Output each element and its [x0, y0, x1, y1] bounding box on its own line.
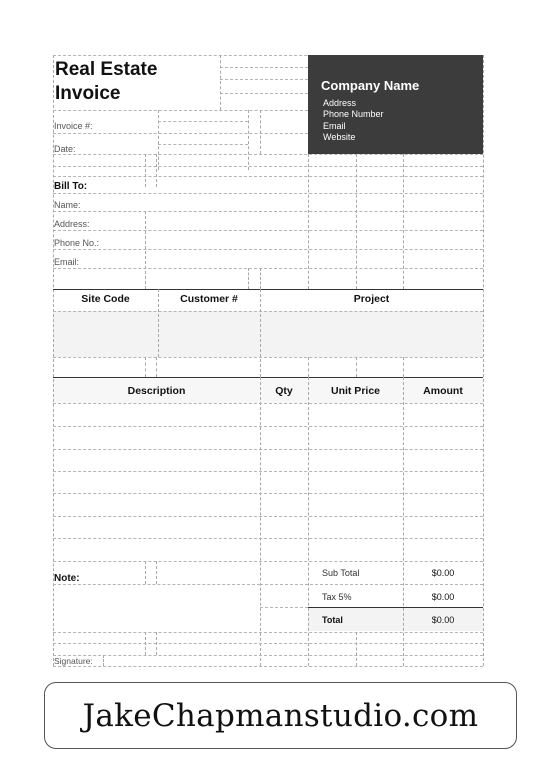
- grid-line: [53, 193, 483, 194]
- date-label: Date:: [54, 144, 76, 154]
- grid-line: [356, 154, 357, 289]
- grid-line: [308, 154, 309, 289]
- grid-line: [53, 643, 483, 644]
- unit-price-header: Unit Price: [330, 385, 380, 397]
- grid-line: [53, 403, 483, 404]
- grid-line: [53, 632, 483, 633]
- signature-label: Signature:: [54, 656, 93, 666]
- grid-line: [156, 632, 157, 655]
- grid-line: [53, 516, 483, 517]
- grid-line: [158, 110, 159, 170]
- rule: [308, 607, 483, 608]
- customer-number-header: Customer #: [180, 293, 238, 305]
- rule: [53, 377, 483, 378]
- grid-line: [53, 311, 483, 312]
- grid-line: [145, 154, 146, 187]
- grid-line: [248, 268, 249, 289]
- total-value: $0.00: [431, 615, 455, 625]
- grid-line: [356, 357, 357, 377]
- grid-line: [248, 110, 249, 170]
- grid-line: [53, 666, 483, 667]
- grid-line: [53, 211, 483, 212]
- grid-line: [53, 133, 308, 134]
- grid-line: [53, 166, 483, 167]
- grid-line: [308, 357, 309, 377]
- grid-line: [156, 357, 157, 377]
- grid-line: [53, 538, 483, 539]
- grid-line: [483, 55, 484, 666]
- amount-header: Amount: [423, 385, 463, 397]
- subtotal-value: $0.00: [431, 568, 455, 578]
- bill-to-address-label: Address:: [54, 219, 90, 229]
- company-phone: Phone Number: [323, 109, 384, 119]
- tax-label: Tax 5%: [322, 592, 352, 602]
- grid-line: [308, 377, 309, 666]
- grid-line: [53, 357, 483, 358]
- grid-line: [53, 426, 483, 427]
- grid-line: [220, 79, 308, 80]
- grid-line: [156, 561, 157, 584]
- grid-line: [220, 93, 308, 94]
- grid-line: [156, 154, 157, 187]
- tax-value: $0.00: [431, 592, 455, 602]
- grid-line: [53, 561, 483, 562]
- bill-to-email-label: Email:: [54, 257, 80, 267]
- grid-line: [53, 249, 483, 250]
- grid-line: [53, 230, 483, 231]
- bill-to-phone-label: Phone No.:: [54, 238, 100, 248]
- grid-line: [260, 377, 261, 666]
- qty-header: Qty: [275, 385, 293, 397]
- grid-line: [103, 655, 104, 666]
- grid-line: [260, 110, 261, 154]
- grid-line: [53, 268, 483, 269]
- watermark-banner: [44, 682, 517, 749]
- invoice-title-line2: Invoice: [55, 83, 121, 104]
- project-details-area[interactable]: [53, 311, 483, 357]
- grid-line: [53, 449, 483, 450]
- company-website: Website: [323, 132, 356, 142]
- total-label: Total: [322, 615, 343, 625]
- bill-to-heading: Bill To:: [54, 181, 88, 192]
- site-code-header: Site Code: [81, 293, 130, 305]
- watermark-text: JakeChapmanstudio.com: [82, 697, 479, 734]
- bill-to-name-label: Name:: [54, 200, 81, 210]
- company-address: Address: [323, 98, 357, 108]
- grid-line: [145, 561, 146, 584]
- rule: [53, 289, 483, 290]
- project-header: Project: [353, 293, 390, 305]
- grid-line: [220, 55, 221, 110]
- note-label: Note:: [54, 573, 80, 584]
- grid-line: [403, 357, 404, 377]
- grid-line: [145, 632, 146, 655]
- grid-line: [53, 176, 483, 177]
- grid-line: [53, 655, 483, 656]
- grid-line: [260, 584, 483, 585]
- grid-line: [53, 110, 308, 111]
- grid-line: [53, 471, 483, 472]
- grid-line: [158, 144, 248, 145]
- grid-line: [53, 493, 483, 494]
- grid-line: [145, 357, 146, 377]
- company-email: Email: [323, 121, 346, 131]
- invoice-sheet: [53, 55, 483, 666]
- grid-line: [145, 211, 146, 289]
- grid-line: [356, 632, 357, 666]
- invoice-number-label: Invoice #:: [54, 121, 93, 131]
- grid-line: [158, 121, 248, 122]
- company-name: Company Name: [321, 78, 420, 93]
- grid-line: [53, 154, 483, 155]
- invoice-title-line1: Real Estate: [55, 59, 158, 80]
- description-header: Description: [127, 385, 186, 397]
- grid-line: [403, 154, 404, 289]
- grid-line: [220, 67, 308, 68]
- grid-line: [260, 268, 261, 289]
- invoice-title: [55, 58, 215, 106]
- grid-line: [53, 584, 260, 585]
- subtotal-label: Sub Total: [322, 568, 360, 578]
- grid-line: [260, 607, 308, 608]
